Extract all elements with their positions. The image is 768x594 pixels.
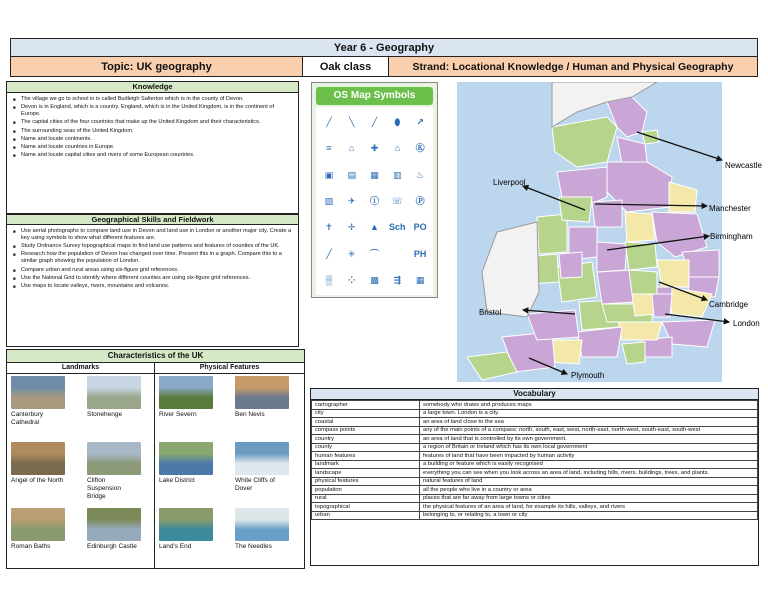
vocabulary-row: [312, 426, 758, 435]
os-symbol-glyph: ▲: [370, 222, 379, 233]
os-symbol-glyph: ⓘ: [369, 195, 379, 206]
os-symbols-grid: [316, 107, 433, 295]
os-symbol: [318, 268, 340, 293]
vocabulary-definition: a building or feature which is easily recognised: [420, 460, 758, 469]
photo-image: [235, 442, 289, 475]
label-birmingham: Birmingham: [710, 232, 753, 241]
photo-caption: Clifton Suspension Bridge: [87, 477, 121, 500]
physical-features-column: [155, 363, 304, 568]
vocabulary-row: [312, 486, 758, 495]
vocabulary-term: coastal: [312, 418, 420, 427]
os-symbol: [364, 135, 386, 160]
map-label-layer: [457, 82, 768, 392]
vocabulary-row: [312, 409, 758, 418]
photo-caption: Roman Baths: [11, 543, 51, 550]
os-symbol-glyph: ✛: [347, 222, 356, 233]
photo-tile: [87, 442, 141, 501]
vocabulary-term: topographical: [312, 503, 420, 512]
vocabulary-term: physical features: [312, 477, 420, 486]
photo-tile: [87, 508, 141, 551]
vocabulary-definition: the physical features of an area of land, for example its hills, valleys, and rivers: [420, 503, 758, 512]
skills-item: ■ Use maps to locate valleys, rivers, mountains and volcanos.: [13, 283, 292, 290]
knowledge-item: ■ The village we go to school in is called Budleigh Salterton which is in the county of Devon.: [13, 96, 292, 103]
os-symbol-glyph: ↗: [416, 116, 424, 127]
os-symbol: [386, 162, 408, 187]
photo-image: [11, 508, 65, 541]
photo-tile: [235, 376, 289, 419]
vocabulary-definition: belonging to, or relating to, a town or city: [420, 511, 758, 520]
vocabulary-row: [312, 469, 758, 478]
vocabulary-row: [312, 401, 758, 410]
strand-label: Strand: Locational Knowledge / Human and Physical Geography: [389, 57, 758, 77]
vocabulary-panel: [310, 388, 759, 566]
photo-tile: [11, 376, 65, 427]
skills-item: ■ Use aerial photographs to compare land use in Devon and land use in London or another major city. Create a key using symbols to show what different features are.: [13, 228, 292, 242]
os-symbol: [318, 241, 340, 266]
photo-tile: [159, 376, 213, 419]
os-symbol-glyph: Sch: [389, 222, 406, 233]
landmarks-heading: Landmarks: [7, 363, 154, 374]
city-arrows: [523, 132, 729, 374]
vocabulary-definition: an area of land close to the sea: [420, 418, 758, 427]
os-symbol-glyph: ⌂: [348, 143, 355, 154]
photo-image: [235, 376, 289, 409]
photo-tile: [159, 508, 213, 551]
skills-heading: Geographical Skills and Fieldwork: [7, 214, 298, 225]
knowledge-list: [7, 93, 298, 159]
photo-caption: Angel of the North: [11, 477, 64, 484]
photo-caption: River Severn: [159, 411, 197, 418]
os-symbol-glyph: ✳: [347, 248, 356, 259]
label-liverpool: Liverpool: [493, 178, 526, 187]
skills-item: ■ Research how the population of Devon has changed over time. Present this in a graph. Compare this to a similar graph showing the population of London.: [13, 251, 292, 265]
vocabulary-term: population: [312, 486, 420, 495]
skills-item: ■ Use the National Grid to identify where different counties are using six-figure grid references.: [13, 275, 292, 282]
os-symbol-glyph: ⌂: [394, 143, 400, 154]
characteristics-panel: [6, 349, 305, 569]
vocabulary-row: [312, 511, 758, 520]
vocabulary-definition: an area of land that is controlled by its own government.: [420, 435, 758, 444]
header-row: [10, 57, 758, 77]
os-symbol: [409, 109, 431, 134]
vocabulary-term: landmark: [312, 460, 420, 469]
os-symbol-glyph: PO: [413, 222, 427, 233]
vocabulary-table: [311, 400, 758, 520]
vocabulary-term: cartographer: [312, 401, 420, 410]
os-symbol: [386, 215, 408, 240]
vocabulary-term: landscape: [312, 469, 420, 478]
os-symbol: [386, 109, 408, 134]
vocabulary-term: human features: [312, 452, 420, 461]
photo-image: [11, 442, 65, 475]
label-london: London: [733, 319, 760, 328]
os-symbol: [409, 268, 431, 293]
os-symbol-glyph: ♨: [416, 169, 425, 180]
photo-image: [11, 376, 65, 409]
os-symbol-glyph: ⇶: [393, 275, 402, 286]
photo-image: [235, 508, 289, 541]
os-symbol: [341, 162, 363, 187]
os-symbol-glyph: ╱: [326, 248, 332, 259]
os-symbol-glyph: Ⓚ: [415, 143, 425, 154]
photo-tile: [11, 508, 65, 551]
city-arrow: [523, 310, 575, 314]
os-symbol-glyph: Ⓟ: [415, 195, 425, 206]
vocabulary-term: country: [312, 435, 420, 444]
vocabulary-heading: Vocabulary: [311, 389, 758, 400]
class-label: Oak class: [303, 57, 389, 77]
skills-item: ■ Compare urban and rural areas using six-figure grid references.: [13, 267, 292, 274]
knowledge-item: ■ Name and locate countries in Europe.: [13, 144, 292, 151]
landmarks-column: [7, 363, 155, 568]
topic-label: Topic: UK geography: [10, 57, 303, 77]
vocabulary-term: county: [312, 443, 420, 452]
vocabulary-definition: all the people who live in a country or area: [420, 486, 758, 495]
vocabulary-term: rural: [312, 494, 420, 503]
os-symbol: [386, 188, 408, 213]
photo-tile: [235, 508, 289, 551]
os-symbol-glyph: ▩: [370, 275, 379, 286]
os-symbol: [341, 135, 363, 160]
os-symbol-glyph: PH: [413, 248, 427, 259]
photo-tile: [11, 442, 65, 485]
os-map-symbols-card: [311, 82, 438, 298]
page-title: Year 6 - Geography: [10, 38, 758, 57]
photo-tile: [235, 442, 289, 493]
photo-image: [159, 442, 213, 475]
os-symbol: [318, 215, 340, 240]
photo-caption: Canterbury Cathedral: [11, 411, 44, 426]
os-symbol-glyph: ▥: [393, 169, 402, 180]
label-bristol: Bristol: [479, 308, 502, 317]
city-arrow: [637, 132, 722, 160]
knowledge-item: ■ Devon is in England, which is a country. England, which is in the United Kingdom, is in the continent of Europe.: [13, 104, 292, 118]
os-symbol: [364, 162, 386, 187]
knowledge-heading: Knowledge: [7, 82, 298, 93]
label-cambridge: Cambridge: [709, 300, 749, 309]
city-arrow: [523, 186, 585, 210]
os-symbol: [409, 135, 431, 160]
vocabulary-row: [312, 435, 758, 444]
knowledge-item: ■ The surrounding seas of the United Kingdom.: [13, 128, 292, 135]
photo-image: [159, 376, 213, 409]
os-symbol-glyph: ▤: [347, 169, 356, 180]
photo-caption: White Cliffs of Dover: [235, 477, 275, 492]
os-symbol: [364, 215, 386, 240]
os-symbol-glyph: ⬮: [394, 116, 401, 127]
skills-list: [7, 225, 298, 290]
city-arrow: [665, 314, 729, 322]
vocabulary-row: [312, 460, 758, 469]
photo-caption: Stonehenge: [87, 411, 123, 418]
photo-image: [159, 508, 213, 541]
os-symbol-glyph: ╲: [348, 116, 355, 127]
os-symbol: [386, 135, 408, 160]
city-arrow: [659, 282, 707, 300]
os-symbol-glyph: ✚: [370, 143, 379, 154]
os-symbol-glyph: ▦: [415, 275, 425, 286]
os-symbol: [364, 109, 386, 134]
vocabulary-definition: everything you can see when you look across an area of land, including hills, rivers, buildings, trees, and plants.: [420, 469, 758, 478]
photo-caption: Lake District: [159, 477, 195, 484]
vocabulary-term: compass points: [312, 426, 420, 435]
label-plymouth: Plymouth: [571, 371, 605, 380]
vocabulary-term: city: [312, 409, 420, 418]
label-newcastle: Newcastle: [725, 161, 762, 170]
os-symbol: [364, 241, 386, 266]
os-symbol: [409, 215, 431, 240]
vocabulary-definition: somebody who draws and produces maps: [420, 401, 758, 410]
characteristics-heading: Characteristics of the UK: [7, 350, 304, 363]
vocabulary-row: [312, 503, 758, 512]
vocabulary-row: [312, 452, 758, 461]
os-symbol-glyph: ✝: [325, 222, 333, 233]
os-symbol: [386, 268, 408, 293]
os-symbol-glyph: ☏: [391, 195, 403, 206]
photo-caption: Edinburgh Castle: [87, 543, 137, 550]
vocabulary-row: [312, 494, 758, 503]
knowledge-item: ■ Name and locate capital cities and rivers of some European countries.: [13, 152, 292, 159]
os-symbol-glyph: ⁘: [347, 275, 356, 286]
os-symbol-glyph: ▦: [370, 169, 379, 180]
photo-image: [87, 442, 141, 475]
photo-image: [87, 508, 141, 541]
os-symbol: [409, 241, 431, 266]
os-symbol: [318, 135, 340, 160]
os-symbol: [386, 241, 408, 266]
photo-tile: [159, 442, 213, 485]
os-symbol: [341, 268, 363, 293]
os-symbol: [409, 162, 431, 187]
os-symbol-glyph: ▣: [324, 169, 334, 180]
os-symbol-glyph: ▨: [324, 195, 334, 206]
photo-caption: The Needles: [235, 543, 272, 550]
vocabulary-definition: any of the main points of a compass: north, south, east, west, north-east, north-west, south-east, south-west: [420, 426, 758, 435]
os-symbol: [318, 109, 340, 134]
os-symbol-glyph: ▒: [325, 275, 333, 286]
os-symbol: [364, 188, 386, 213]
photo-image: [87, 376, 141, 409]
os-symbol: [318, 162, 340, 187]
vocabulary-row: [312, 477, 758, 486]
vocabulary-definition: a region of Britain or Ireland which has its own local government: [420, 443, 758, 452]
os-symbol: [341, 241, 363, 266]
os-symbol: [341, 215, 363, 240]
os-symbol-glyph: ╱: [326, 116, 332, 127]
city-arrow: [529, 358, 567, 374]
photo-caption: Land's End: [159, 543, 192, 550]
photo-tile: [87, 376, 141, 419]
photo-caption: Ben Nevis: [235, 411, 265, 418]
city-arrow: [595, 204, 707, 206]
vocabulary-term: urban: [312, 511, 420, 520]
vocabulary-definition: places that are far away from large towns or cities: [420, 494, 758, 503]
os-symbol: [341, 109, 363, 134]
skills-panel: [6, 214, 299, 347]
label-manchester: Manchester: [709, 204, 751, 213]
os-symbol-glyph: ✈: [347, 195, 356, 206]
vocabulary-row: [312, 418, 758, 427]
vocabulary-definition: features of land that have been impacted by human activity: [420, 452, 758, 461]
vocabulary-definition: natural features of land: [420, 477, 758, 486]
os-symbol-glyph: ⌒: [369, 248, 379, 259]
city-arrow: [607, 236, 709, 250]
os-symbol: [341, 188, 363, 213]
os-symbol-glyph: ≡: [326, 143, 332, 154]
os-symbol: [318, 188, 340, 213]
vocabulary-row: [312, 443, 758, 452]
os-symbol: [364, 268, 386, 293]
os-symbol: [409, 188, 431, 213]
knowledge-item: ■ Name and locate continents.: [13, 136, 292, 143]
knowledge-item: ■ The capital cities of the four countries that make up the United Kingdom and their characteristics.: [13, 119, 292, 126]
os-symbol-glyph: ╱: [371, 116, 378, 127]
vocabulary-definition: a large town. London is a city.: [420, 409, 758, 418]
physical-features-heading: Physical Features: [155, 363, 304, 374]
os-map-symbols-title: OS Map Symbols: [316, 87, 433, 105]
skills-item: ■ Study Ordnance Survey topographical maps to find land use patterns and features of counties of the UK.: [13, 243, 292, 250]
knowledge-panel: [6, 81, 299, 214]
